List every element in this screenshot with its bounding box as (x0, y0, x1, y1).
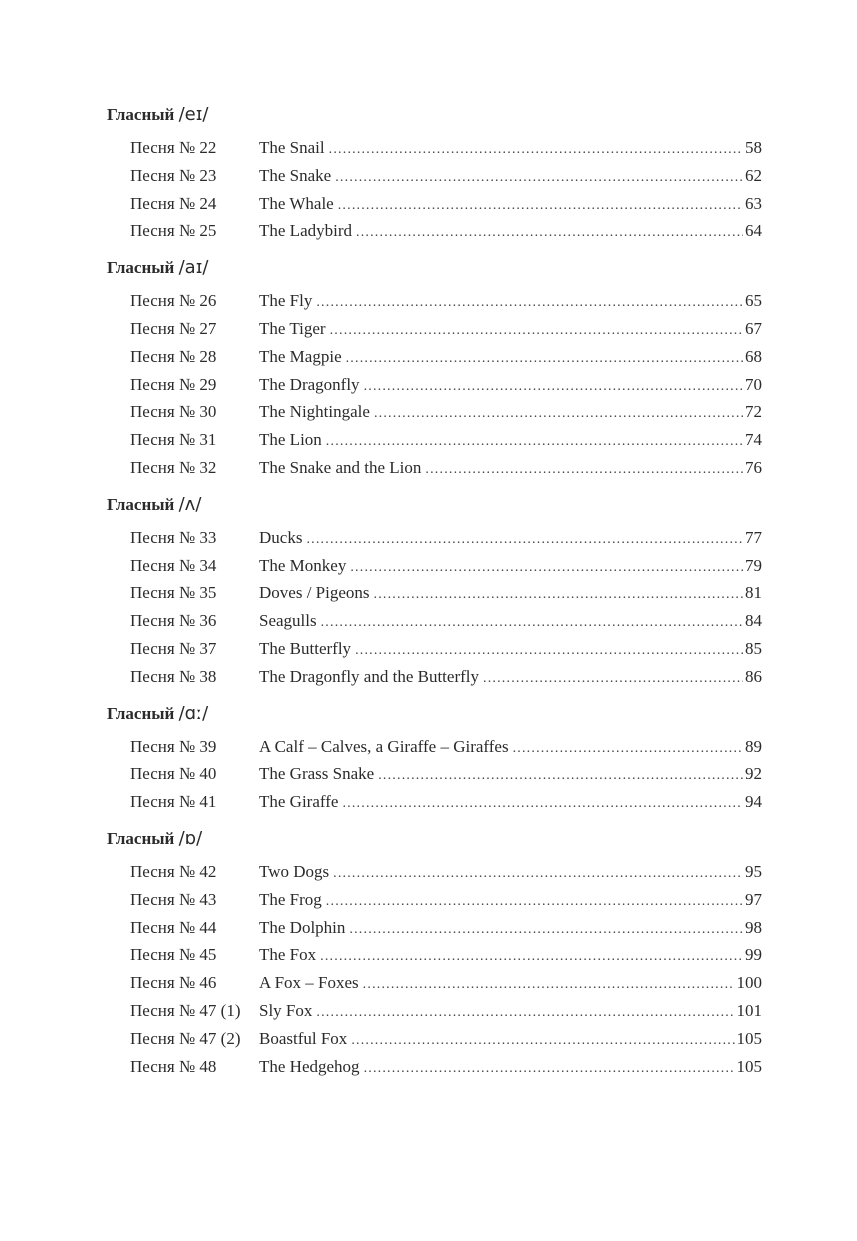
song-number: Песня № 34 (130, 555, 217, 575)
toc-entry[interactable] (107, 610, 762, 638)
page-number: 67 (745, 318, 762, 338)
song-title: The Lion (259, 430, 322, 450)
dot-leader (364, 1058, 735, 1080)
dot-leader (363, 974, 735, 996)
toc-entry[interactable] (107, 666, 762, 694)
song-number: Песня № 28 (130, 346, 217, 366)
toc-entry[interactable] (107, 917, 762, 945)
entry-title-wrap (259, 290, 743, 314)
entry-title-wrap (259, 1000, 735, 1024)
song-title: The Dragonfly (259, 374, 360, 394)
page-number: 58 (745, 138, 762, 157)
song-title: The Fly (259, 291, 313, 311)
song-title: The Tiger (259, 318, 326, 338)
song-title: The Hedgehog (259, 1056, 360, 1076)
song-number: Песня № 47 (2) (130, 1028, 241, 1048)
entry-title-wrap (259, 346, 743, 370)
song-title: Two Dogs (259, 861, 330, 881)
toc-entry[interactable] (107, 638, 762, 666)
entry-title-wrap (259, 638, 743, 662)
toc-entry[interactable] (107, 220, 762, 248)
song-number: Песня № 30 (130, 402, 217, 422)
dot-leader (342, 793, 743, 815)
song-title: The Nightingale (259, 402, 370, 422)
dot-leader (374, 584, 744, 606)
toc-section (107, 703, 762, 819)
song-number: Песня № 38 (130, 666, 217, 686)
song-title: A Calf – Calves, a Giraffe – Giraffes (259, 736, 509, 756)
dot-leader (355, 640, 743, 662)
song-number: Песня № 22 (130, 138, 217, 157)
entry-title-wrap (259, 165, 743, 189)
dot-leader (335, 167, 743, 189)
page-number: 64 (745, 221, 762, 241)
toc-section (107, 828, 762, 1083)
song-title: The Butterfly (259, 638, 352, 658)
section-vowel: /ɑː/ (178, 702, 209, 724)
page-number: 100 (736, 973, 762, 993)
toc-entry[interactable] (107, 791, 762, 819)
entry-title-wrap (259, 763, 743, 787)
page-number: 86 (745, 666, 762, 686)
entry-title-wrap (259, 318, 743, 342)
song-title: The Whale (259, 193, 334, 213)
toc-entry[interactable] (107, 193, 762, 221)
section-heading (107, 257, 762, 279)
dot-leader (316, 1002, 734, 1024)
song-number: Песня № 24 (130, 193, 217, 213)
entry-title-wrap (259, 889, 743, 913)
page-number: 105 (736, 1056, 762, 1076)
dot-leader (513, 738, 743, 760)
page-number: 68 (745, 346, 762, 366)
entry-title-wrap (259, 944, 743, 968)
toc-entry[interactable] (107, 401, 762, 429)
toc-entry[interactable] (107, 1000, 762, 1028)
page-number: 81 (745, 583, 762, 603)
toc-entry[interactable] (107, 137, 762, 165)
toc-section (107, 494, 762, 694)
entry-title-wrap (259, 610, 743, 634)
song-number: Песня № 43 (130, 889, 217, 909)
entry-title-wrap (259, 527, 743, 551)
song-number: Песня № 41 (130, 792, 217, 812)
song-number: Песня № 47 (1) (130, 1000, 241, 1020)
page-number: 70 (745, 374, 762, 394)
dot-leader (351, 1030, 734, 1052)
toc-entry[interactable] (107, 457, 762, 485)
toc-entry[interactable] (107, 582, 762, 610)
song-number: Песня № 32 (130, 457, 217, 477)
song-title: The Frog (259, 889, 322, 909)
dot-leader (356, 222, 743, 244)
section-label: Гласный (107, 494, 175, 514)
page-number: 72 (745, 402, 762, 422)
song-title: The Grass Snake (259, 764, 375, 784)
song-title: The Snail (259, 138, 325, 157)
entry-title-wrap (259, 401, 743, 425)
song-number: Песня № 33 (130, 527, 217, 547)
dot-leader (350, 557, 743, 579)
toc-entry[interactable] (107, 290, 762, 318)
song-number: Песня № 37 (130, 638, 217, 658)
song-number: Песня № 40 (130, 764, 217, 784)
entry-title-wrap (259, 1028, 735, 1052)
page-number: 89 (745, 736, 762, 756)
song-number: Песня № 26 (130, 291, 217, 311)
dot-leader (374, 403, 743, 425)
entry-title-wrap (259, 736, 743, 760)
dot-leader (326, 431, 743, 453)
page-number: 84 (745, 611, 762, 631)
entry-title-wrap (259, 555, 743, 579)
song-title: A Fox – Foxes (259, 973, 359, 993)
entry-title-wrap (259, 374, 743, 398)
dot-leader (333, 863, 743, 885)
page-number: 63 (745, 193, 762, 213)
toc-entry[interactable] (107, 346, 762, 374)
section-label: Гласный (107, 258, 175, 278)
dot-leader (320, 946, 743, 968)
table-of-contents (107, 104, 762, 1083)
section-vowel: /aɪ/ (178, 257, 209, 279)
dot-leader (338, 195, 743, 217)
section-heading (107, 104, 762, 126)
song-title: The Dolphin (259, 917, 346, 937)
dot-leader (346, 348, 743, 370)
section-label: Гласный (107, 703, 175, 723)
song-number: Песня № 36 (130, 611, 217, 631)
song-title: The Magpie (259, 346, 342, 366)
page-number: 79 (745, 555, 762, 575)
toc-entry[interactable] (107, 972, 762, 1000)
song-title: Sly Fox (259, 1000, 313, 1020)
page-number: 99 (745, 945, 762, 965)
entry-title-wrap (259, 1056, 735, 1080)
toc-entry[interactable] (107, 1028, 762, 1056)
entry-title-wrap (259, 791, 743, 815)
entry-title-wrap (259, 582, 743, 606)
entry-title-wrap (259, 220, 743, 244)
dot-leader (378, 765, 743, 787)
song-title: The Dragonfly and the Butterfly (259, 666, 479, 686)
dot-leader (329, 139, 743, 161)
page-number: 101 (736, 1000, 762, 1020)
toc-entry[interactable] (107, 861, 762, 889)
page-number: 97 (745, 889, 762, 909)
section-label: Гласный (107, 828, 175, 848)
entry-title-wrap (259, 972, 735, 996)
page-number: 98 (745, 917, 762, 937)
song-title: The Monkey (259, 555, 347, 575)
toc-entry[interactable] (107, 736, 762, 764)
toc-entry[interactable] (107, 165, 762, 193)
dot-leader (306, 529, 743, 551)
dot-leader (316, 292, 743, 314)
entry-title-wrap (259, 193, 743, 217)
song-number: Песня № 48 (130, 1056, 217, 1076)
section-vowel: /ʌ/ (178, 493, 202, 515)
song-number: Песня № 31 (130, 430, 217, 450)
toc-entry[interactable] (107, 555, 762, 583)
dot-leader (349, 919, 743, 941)
song-number: Песня № 23 (130, 165, 217, 185)
page-number: 76 (745, 457, 762, 477)
entry-title-wrap (259, 457, 743, 481)
section-vowel: /ɒ/ (178, 827, 203, 849)
entry-title-wrap (259, 137, 743, 161)
song-number: Песня № 46 (130, 973, 217, 993)
page-number: 65 (745, 291, 762, 311)
page-number: 77 (745, 527, 762, 547)
section-heading (107, 494, 762, 516)
page-number: 85 (745, 638, 762, 658)
section-label: Гласный (107, 105, 175, 124)
toc-entry[interactable] (107, 1056, 762, 1084)
song-number: Песня № 29 (130, 374, 217, 394)
toc-entry[interactable] (107, 318, 762, 346)
toc-entry[interactable] (107, 889, 762, 917)
song-number: Песня № 39 (130, 736, 217, 756)
song-title: The Snake (259, 165, 332, 185)
toc-section (107, 257, 762, 485)
song-number: Песня № 45 (130, 945, 217, 965)
toc-entry[interactable] (107, 429, 762, 457)
dot-leader (483, 668, 743, 690)
page-number: 62 (745, 165, 762, 185)
entry-title-wrap (259, 917, 743, 941)
song-title: Doves / Pigeons (259, 583, 370, 603)
entry-title-wrap (259, 861, 743, 885)
song-number: Песня № 42 (130, 861, 217, 881)
song-title: The Snake and the Lion (259, 457, 422, 477)
dot-leader (364, 376, 743, 398)
dot-leader (326, 891, 743, 913)
song-title: Boastful Fox (259, 1028, 348, 1048)
song-number: Песня № 35 (130, 583, 217, 603)
song-number: Песня № 27 (130, 318, 217, 338)
entry-title-wrap (259, 429, 743, 453)
dot-leader (425, 459, 743, 481)
toc-entry[interactable] (107, 763, 762, 791)
toc-entry[interactable] (107, 527, 762, 555)
dot-leader (330, 320, 743, 342)
entry-title-wrap (259, 666, 743, 690)
song-title: Seagulls (259, 611, 317, 631)
dot-leader (321, 612, 743, 634)
section-heading (107, 703, 762, 725)
page-number: 92 (745, 764, 762, 784)
toc-entry[interactable] (107, 374, 762, 402)
song-title: Ducks (259, 527, 303, 547)
song-number: Песня № 25 (130, 221, 217, 241)
song-number: Песня № 44 (130, 917, 217, 937)
page-number: 95 (745, 861, 762, 881)
toc-entry[interactable] (107, 944, 762, 972)
toc-section (107, 104, 762, 248)
song-title: The Ladybird (259, 221, 352, 241)
page-number: 74 (745, 430, 762, 450)
page-number: 94 (745, 792, 762, 812)
song-title: The Fox (259, 945, 317, 965)
section-heading (107, 828, 762, 850)
section-vowel: /eɪ/ (178, 104, 209, 125)
page-number: 105 (736, 1028, 762, 1048)
song-title: The Giraffe (259, 792, 339, 812)
